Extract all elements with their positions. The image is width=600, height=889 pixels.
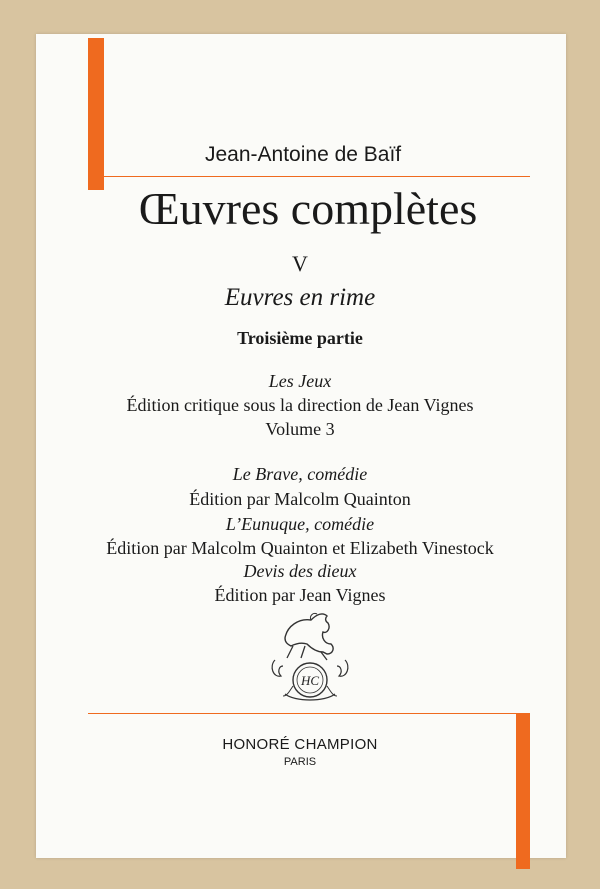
publisher-city: PARIS: [283, 756, 317, 768]
top-rule: [88, 176, 530, 177]
part-label: Troisième partie: [237, 328, 363, 348]
section-editor: Édition par Jean Vignes: [214, 585, 386, 605]
horse-monogram-emblem-icon: [265, 608, 355, 704]
section-editor: Édition par Malcolm Quainton: [189, 489, 411, 509]
section-work-title: Les Jeux: [268, 371, 332, 391]
section-editor: Édition par Malcolm Quainton et Elizabeth Vinestock: [106, 538, 494, 558]
section-editor: Édition critique sous la direction de Jean Vignes: [126, 395, 474, 415]
section-work-title: Devis des dieux: [243, 561, 357, 581]
book-title: Œuvres complètes: [138, 183, 478, 234]
emblem-monogram: HC: [300, 673, 320, 688]
section-work-title: L’Eunuque, comédie: [225, 514, 375, 534]
author-name: Jean-Antoine de Baïf: [205, 143, 402, 166]
accent-bar-left: [88, 38, 104, 190]
volume-number: V: [292, 251, 308, 276]
bottom-rule: [88, 713, 530, 714]
publisher-name: HONORÉ CHAMPION: [222, 736, 378, 753]
section-work-title: Le Brave, comédie: [232, 464, 368, 484]
section-extra: Volume 3: [265, 419, 335, 439]
book-subtitle: Euvres en rime: [224, 284, 376, 311]
